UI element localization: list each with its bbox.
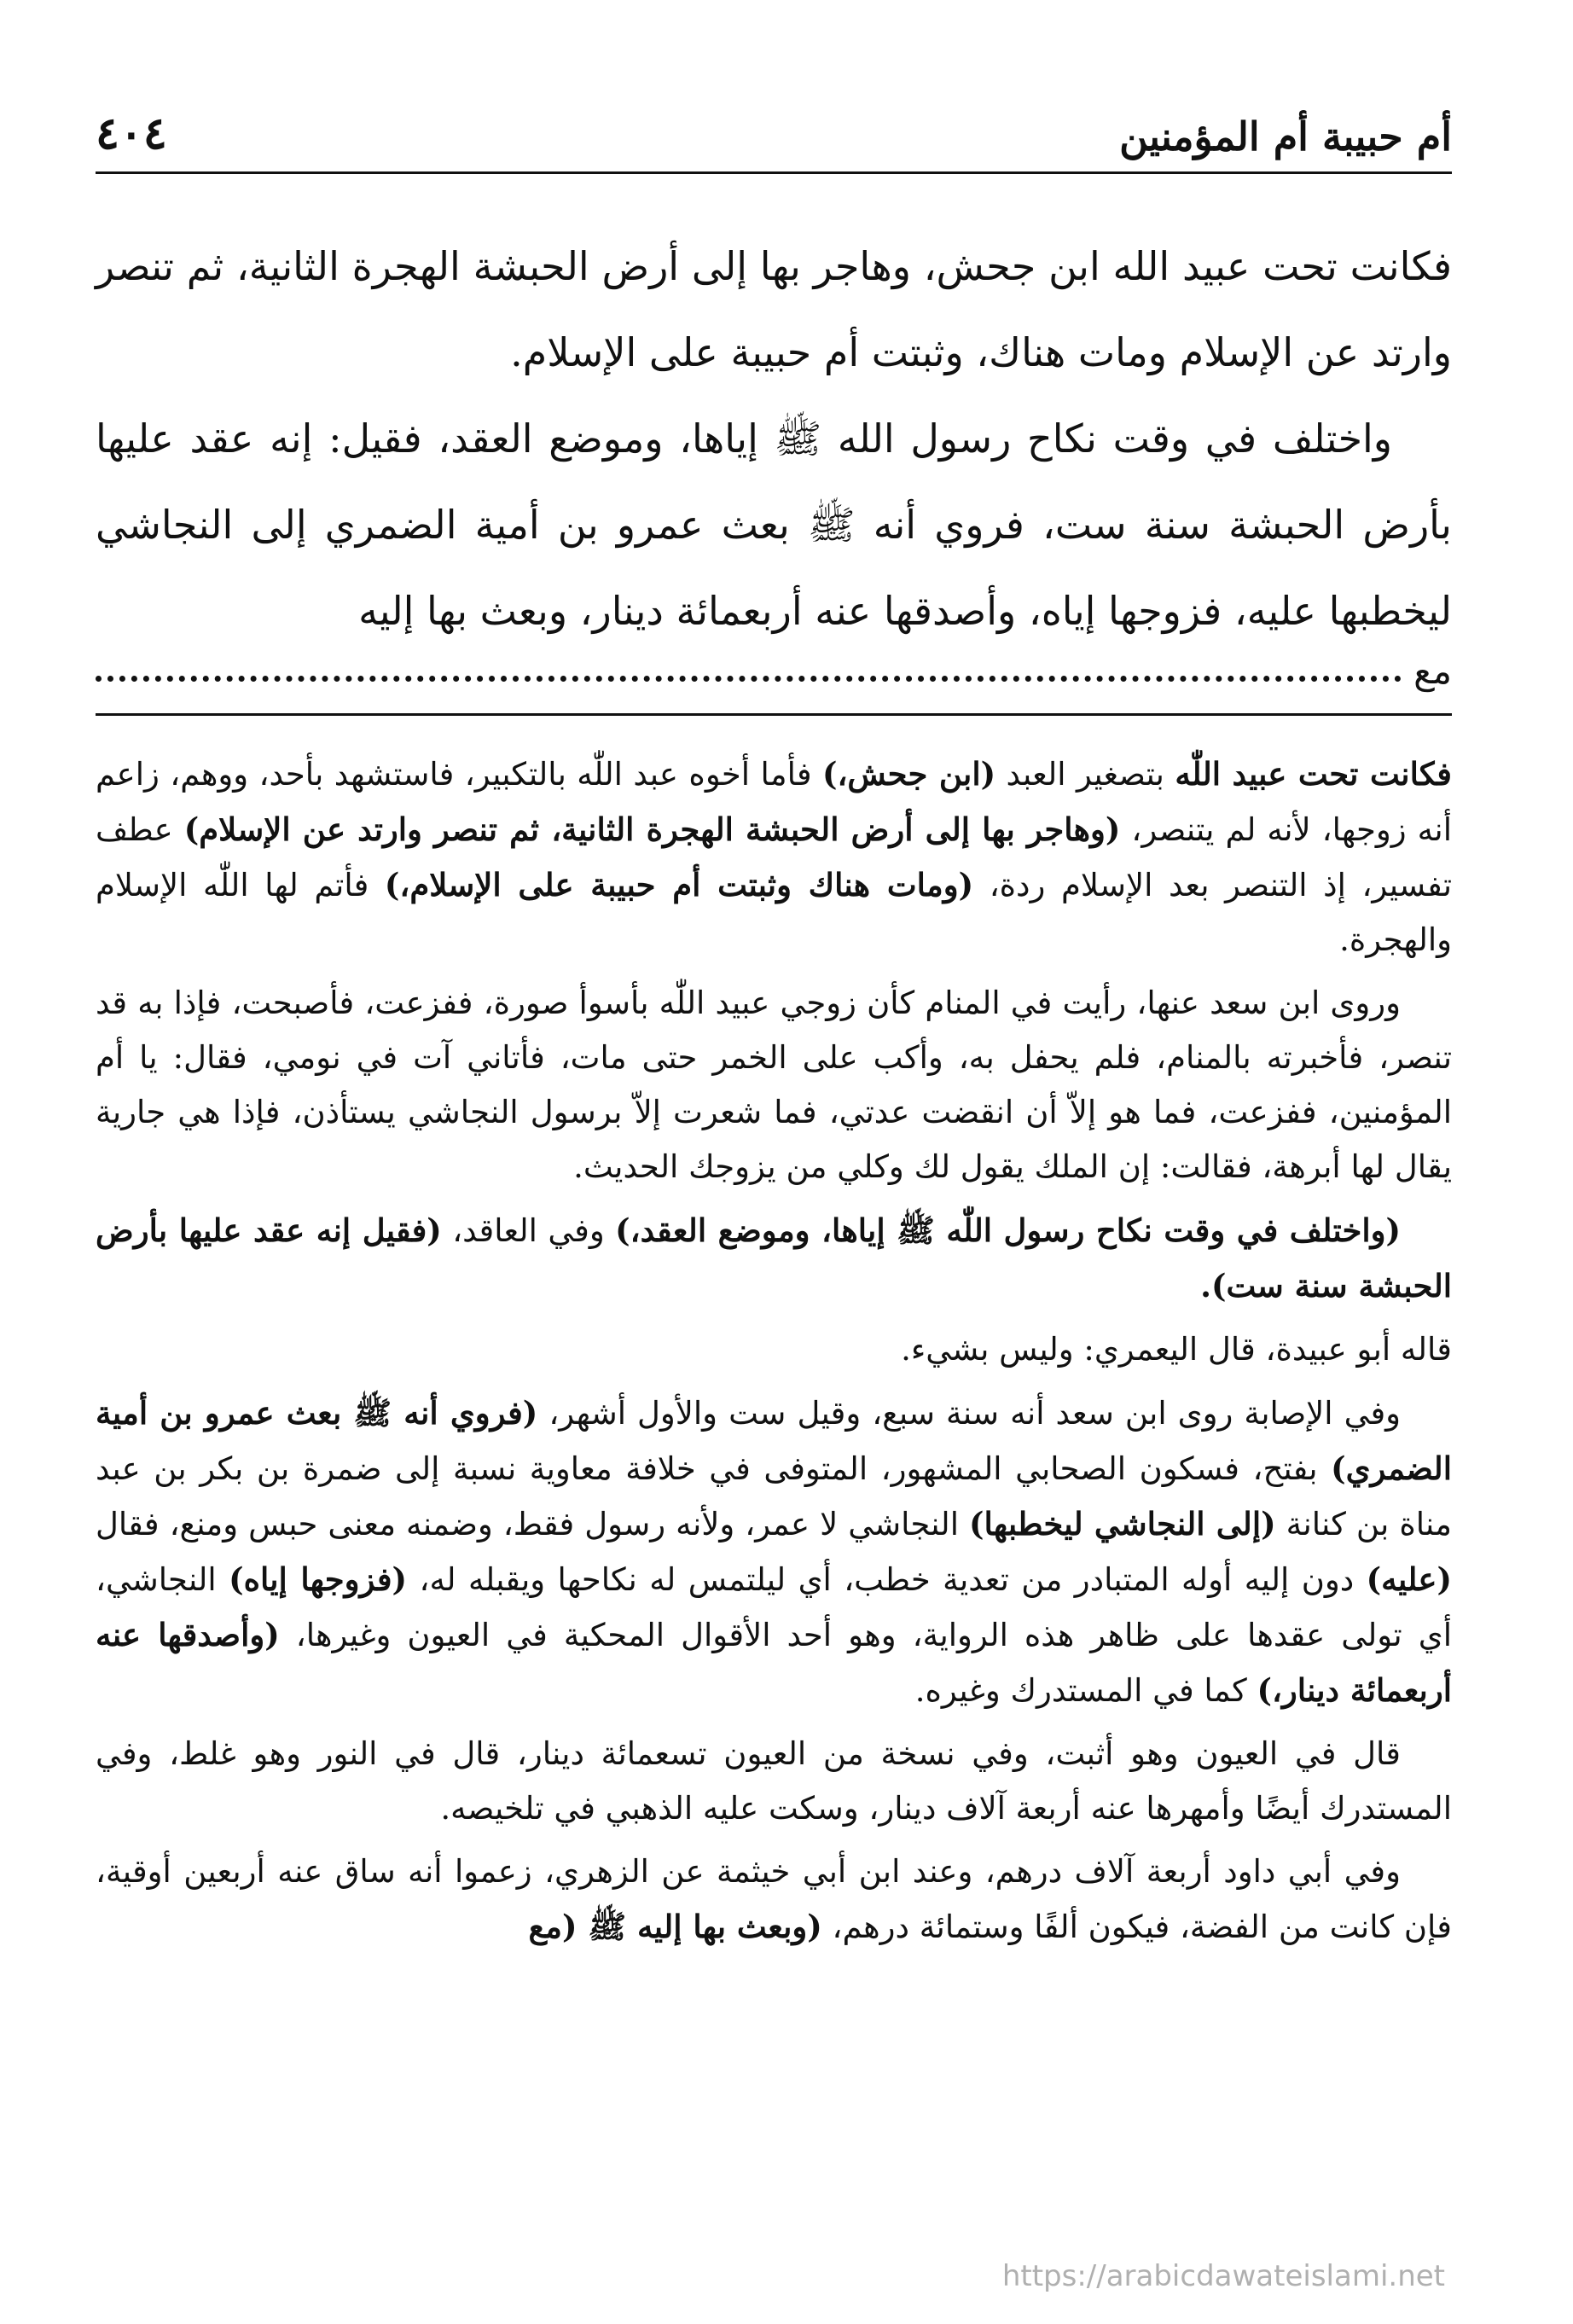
- commentary-text: وروى ابن سعد عنها، رأيت في المنام كأن زوجي عبيد اللّٰه بأسوأ صورة، ففزعت، فأصبحت، فإذا به قد تنصر، فأخبرته بالمنام، فلم يحفل به، وأكب على الخمر حتى مات، فأتاني آت في نومي، فقال: يا أم المؤمنين، ففزعت، فما هو إلاّ أن انقضت عدتي، فما شعرت إلاّ برسول النجاشي يستأذن، فإذا هي جارية يقال لها أبرهة، فقالت: إن الملك يقول لك وكلي من يزوجك الحديث.: [96, 985, 1452, 1185]
- commentary-text: النجاشي لا عمر، ولأنه رسول فقط، وضمنه معنى حبس ومنع، فقال: [96, 1506, 970, 1543]
- quoted-main-text: (وهاجر بها إلى أرض الحبشة الهجرة الثانية، ثم تنصر وارتد عن الإسلام): [183, 810, 1121, 848]
- main-text-block: [96, 224, 1452, 654]
- commentary-text: وفي العاقد،: [441, 1212, 616, 1249]
- commentary-text: قال في العيون وهو أثبت، وفي نسخة من العيون تسعمائة دينار، قال في النور وهو غلط، وفي المستدرك أيضًا وأمهرها عنه أربعة آلاف دينار، وسكت عليه الذهبي في تلخيصه.: [96, 1735, 1452, 1827]
- commentary-text: قاله أبو عبيدة، قال اليعمري: وليس بشيء.: [901, 1331, 1452, 1368]
- quoted-main-text: (وبعث بها إليه ﷺ (مع: [528, 1908, 822, 1945]
- quoted-main-text: (فقيل إنه عقد عليها بأرض الحبشة سنة ست).: [96, 1211, 1452, 1304]
- commentary-paragraph: [96, 1386, 1452, 1718]
- quoted-main-text: (ومات هناك وثبتت أم حبيبة على الإسلام،): [384, 866, 974, 903]
- commentary-text: عطف تفسير، إذ التنصر بعد الإسلام ردة،: [96, 811, 1452, 903]
- page-number: ٤٠٤: [96, 107, 167, 160]
- quoted-main-text: (فزوجها إياه): [229, 1560, 408, 1598]
- commentary-block: [96, 747, 1452, 1963]
- commentary-paragraph: [96, 747, 1452, 967]
- continuation-word: مع: [1413, 650, 1452, 692]
- main-paragraph: فكانت تحت عبيد الله ابن جحش، وهاجر بها إلى أرض الحبشة الهجرة الثانية، ثم تنصر وارتد عن الإسلام ومات هناك، وثبتت أم حبيبة على الإسلام.: [96, 243, 1452, 375]
- commentary-paragraph: [96, 1845, 1452, 1955]
- commentary-paragraph: [96, 976, 1452, 1194]
- commentary-paragraph: [96, 1322, 1452, 1377]
- commentary-paragraph: [96, 1203, 1452, 1314]
- commentary-text: بفتح، فسكون الصحابي المشهور، المتوفى في خلافة معاوية نسبة إلى ضمرة بن بكر بن عبد مناة بن كنانة: [96, 1450, 1452, 1543]
- commentary-text: كما في المستدرك وغيره.: [914, 1672, 1257, 1709]
- page-header: [96, 101, 1452, 174]
- quoted-main-text: (عليه): [1366, 1560, 1453, 1598]
- commentary-text: وفي الإصابة روى ابن سعد أنه سنة سبع، وقيل ست والأول أشهر،: [537, 1395, 1401, 1432]
- continuation-dots: [96, 676, 1402, 682]
- commentary-text: النجاشي، أي تولى عقدها على ظاهر هذه الرواية، وهو أحد الأقوال المحكية في العيون وغيرها،: [96, 1561, 1452, 1653]
- footnote-divider: [96, 713, 1452, 716]
- main-paragraph: واختلف في وقت نكاح رسول الله ﷺ إياها، وموضع العقد، فقيل: إنه عقد عليها بأرض الحبشة سنة ست، فروي أنه ﷺ بعث عمرو بن أمية الضمري إلى النجاشي ليخطبها عليه، فزوجها إياه، وأصدقها عنه أربعمائة دينار، وبعث بها إليه: [96, 415, 1452, 634]
- quoted-main-text: فكانت تحت عبيد اللّٰه: [1175, 755, 1452, 793]
- quoted-main-text: (واختلف في وقت نكاح رسول اللّٰه ﷺ إياها، وموضع العقد،): [615, 1211, 1402, 1249]
- commentary-paragraph: [96, 1727, 1452, 1836]
- commentary-text: فأتم لها اللّٰه الإسلام والهجرة.: [96, 867, 1452, 958]
- commentary-text: دون إليه أوله المتبادر من تعدية خطب، أي ليلتمس له نكاحها ويقبله له،: [407, 1561, 1367, 1598]
- commentary-text: وفي أبي داود أربعة آلاف درهم، وعند ابن أبي خيثمة عن الزهري، زعموا أنه ساق عنه أربعين أوقية، فإن كانت من الفضة، فيكون ألفًا وستمائة درهم،: [96, 1853, 1452, 1945]
- watermark-url: https://arabicdawateislami.net: [1001, 2259, 1445, 2293]
- quoted-main-text: (وأصدقها عنه أربعمائة دينار،): [96, 1616, 1452, 1709]
- quoted-main-text: (ابن جحش،): [821, 755, 996, 793]
- commentary-text: بتصغير العبد: [995, 756, 1175, 793]
- commentary-text: فأما أخوه عبد اللّٰه بالتكبير، فاستشهد بأحد، ووهم، زاعم أنه زوجها، لأنه لم يتنصر،: [96, 756, 1452, 848]
- quoted-main-text: (فروي أنه ﷺ بعث عمرو بن أمية الضمري): [96, 1394, 1452, 1487]
- running-title: أم حبيبة أم المؤمنين: [1119, 113, 1452, 160]
- continuation-line: [96, 650, 1452, 692]
- quoted-main-text: (إلى النجاشي ليخطبها): [969, 1505, 1276, 1543]
